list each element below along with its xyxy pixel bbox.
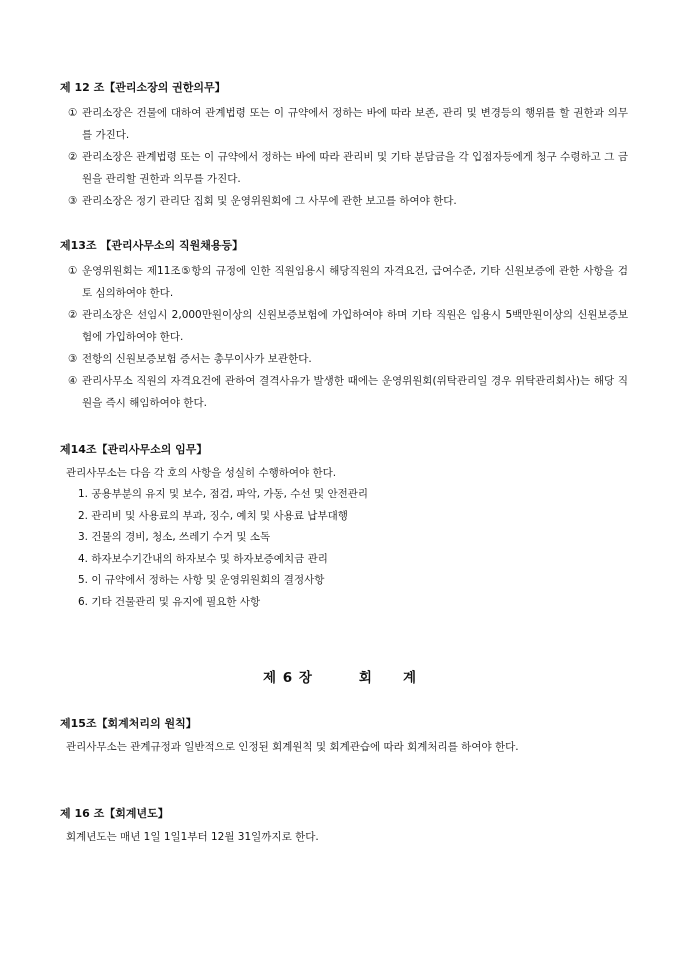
paragraph-marker: ③: [68, 353, 78, 365]
article-12-paragraph-1: [60, 102, 628, 146]
list-item: 6. 기타 건물관리 및 유지에 필요한 사항: [78, 595, 261, 608]
article-13-heading: 제13조 【관리사무소의 직원채용등】: [60, 239, 244, 252]
list-item: 2. 관리비 및 사용료의 부과, 징수, 예치 및 사용료 납부대행: [78, 509, 348, 522]
article-12-paragraph-2: [60, 146, 628, 190]
article-15-text: 관리사무소는 관계규정과 일반적으로 인정된 회계원칙 및 회계관습에 따라 회계처리를 하여야 한다.: [66, 741, 519, 753]
article-13-paragraph-2: [60, 304, 628, 348]
paragraph-text: 전항의 신원보증보험 증서는 총무이사가 보관한다.: [82, 353, 312, 365]
article-16-heading: 제 16 조【회계년도】: [60, 807, 169, 820]
article-15: [60, 716, 628, 758]
chapter-title-part-2: 계: [402, 670, 417, 686]
article-14: [60, 442, 628, 613]
paragraph-text: 관리소장은 정기 관리단 집회 및 운영위원회에 그 사무에 관한 보고를 하여야 한다.: [82, 195, 457, 207]
article-16-text: 회계년도는 매년 1일 1일1부터 12월 31일까지로 한다.: [66, 831, 319, 843]
paragraph-text: 관리소장은 선임시 2,000만원이상의 신원보증보험에 가입하여야 하며 기타 직원은 임용시 5백만원이상의 신원보증보험에 가입하여야 한다.: [82, 309, 628, 343]
article-13-paragraph-1: [60, 260, 628, 304]
article-15-heading: 제15조【회계처리의 원칙】: [60, 717, 197, 730]
chapter-title-part-1: 회: [358, 670, 373, 686]
list-item: 4. 하자보수기간내의 하자보수 및 하자보증예치금 관리: [78, 552, 328, 565]
paragraph-text: 운영위원회는 제11조⑤항의 규정에 인한 직원임용시 해당직원의 자격요건, 급여수준, 기타 신원보증에 관한 사항을 검토 심의하여야 한다.: [82, 265, 628, 299]
article-13-paragraph-4: [60, 370, 628, 414]
paragraph-marker: ②: [68, 309, 78, 321]
chapter-heading: [0, 666, 680, 686]
article-13-paragraph-3: [60, 348, 628, 370]
paragraph-marker: ①: [68, 265, 78, 277]
article-12-heading: 제 12 조【관리소장의 권한의무】: [60, 81, 226, 94]
article-14-heading: 제14조【관리사무소의 임무】: [60, 443, 208, 456]
article-14-intro: 관리사무소는 다음 각 호의 사항을 성실히 수행하여야 한다.: [66, 467, 337, 479]
paragraph-marker: ②: [68, 151, 78, 163]
article-12-paragraph-3: [60, 190, 628, 212]
list-item: 1. 공용부분의 유지 및 보수, 점검, 파악, 가동, 수선 및 안전관리: [78, 488, 369, 500]
article-16: [60, 806, 628, 848]
paragraph-marker: ④: [68, 375, 78, 387]
article-12: [60, 80, 628, 212]
chapter-number: 제 6 장: [263, 670, 313, 686]
paragraph-text: 관리사무소 직원의 자격요건에 관하여 결격사유가 발생한 때에는 운영위원회(위탁관리일 경우 위탁관리회사)는 해당 직원을 즉시 해임하여야 한다.: [82, 375, 628, 409]
list-item: 5. 이 규약에서 정하는 사항 및 운영위원회의 결정사항: [78, 574, 325, 586]
paragraph-text: 관리소장은 관계법령 또는 이 규약에서 정하는 바에 따라 관리비 및 기타 분담금을 각 입점자등에게 청구 수령하고 그 금원을 관리할 권한과 의무를 가진다.: [82, 151, 628, 185]
paragraph-marker: ③: [68, 195, 78, 207]
paragraph-marker: ①: [68, 107, 78, 119]
list-item: 3. 건물의 경비, 청소, 쓰레기 수거 및 소독: [78, 531, 271, 543]
article-13: [60, 238, 628, 414]
paragraph-text: 관리소장은 건물에 대하여 관계법령 또는 이 규약에서 정하는 바에 따라 보존, 관리 및 변경등의 행위를 할 권한과 의무를 가진다.: [82, 107, 628, 141]
